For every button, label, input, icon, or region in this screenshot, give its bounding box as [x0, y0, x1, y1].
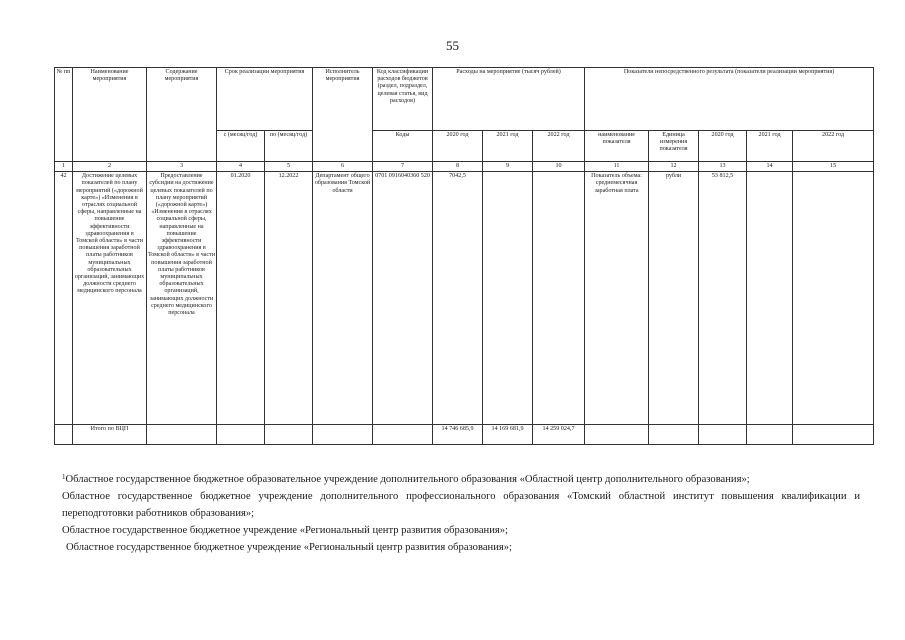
col-number: 3	[147, 162, 217, 172]
total-empty	[699, 425, 747, 445]
col-number: 15	[793, 162, 874, 172]
page-number: 55	[446, 38, 459, 53]
col-number: 7	[373, 162, 433, 172]
footnote-text: Областное государственное бюджетное учреждение «Региональный центр развития образования»;	[62, 525, 508, 536]
row-name: Достижение целевых показателей по плану мероприятий («дорожной карте») «Изменения в отраслях социальной сферы, направленные на повышение эффективности здравоохранения в Томской области» в части повышения заработной платы работников муниципальных образовательных организаций, занимающих должности среднего медицинского персонала	[73, 172, 147, 425]
header-from: с (месяц/год)	[217, 131, 265, 162]
total-empty	[793, 425, 874, 445]
header-row-1	[55, 68, 874, 131]
header-term: Срок реализации мероприятия	[217, 68, 313, 131]
col-number: 10	[533, 162, 585, 172]
total-y2021: 14 169 681,9	[483, 425, 533, 445]
col-number: 2	[73, 162, 147, 172]
total-empty	[55, 425, 73, 445]
total-empty	[313, 425, 373, 445]
row-num: 42	[55, 172, 73, 425]
row-to: 12.2022	[265, 172, 313, 425]
row-y2022	[533, 172, 585, 425]
row-i2021	[747, 172, 793, 425]
col-number: 11	[585, 162, 649, 172]
table-row	[55, 172, 874, 425]
header-num: № пп	[55, 68, 73, 162]
footnotes	[62, 471, 860, 556]
row-content: Предоставление субсидии на достижение целевых показателей по плану мероприятий («дорожной карте») «Изменения в отраслях социальной сферы, направленные на повышение эффективности здравоохранения в Томской области» в части повышения заработной платы работников муниципальных образовательных организаций, занимающих должности среднего медицинского персонала	[147, 172, 217, 425]
total-empty	[373, 425, 433, 445]
column-number-row	[55, 162, 874, 172]
row-ind-name: Показатель объема: среднемесячная заработная плата	[585, 172, 649, 425]
header-y2020: 2020 год	[433, 131, 483, 162]
footnote-3	[62, 522, 860, 539]
total-empty	[147, 425, 217, 445]
row-i2020: 53 812,5	[699, 172, 747, 425]
header-i2021: 2021 год	[747, 131, 793, 162]
total-empty	[265, 425, 313, 445]
header-indicators: Показатели непосредственного результата (показатели реализации мероприятия)	[585, 68, 874, 131]
header-expenses: Расходы на мероприятие (тысяч рублей)	[433, 68, 585, 131]
row-unit: рубли	[649, 172, 699, 425]
footnote-4	[62, 539, 860, 556]
col-number: 6	[313, 162, 373, 172]
total-y2020: 14 746 685,9	[433, 425, 483, 445]
row-executor: Департамент общего образования Томской области	[313, 172, 373, 425]
col-number: 5	[265, 162, 313, 172]
header-name: Наименование мероприятия	[73, 68, 147, 162]
header-y2021: 2021 год	[483, 131, 533, 162]
header-classif: Код классификации расходов бюджетов (раздел, подраздел, целевая статья, вид расходов)	[373, 68, 433, 131]
col-number: 1	[55, 162, 73, 172]
footnote-text: Областное государственное бюджетное образовательное учреждение дополнительного образования «Областной центр дополнительного образования»;	[65, 474, 750, 485]
col-number: 8	[433, 162, 483, 172]
col-number: 14	[747, 162, 793, 172]
header-ind-name: наименование показателя	[585, 131, 649, 162]
row-y2021	[483, 172, 533, 425]
header-i2022: 2022 год	[793, 131, 874, 162]
total-label: Итого по ВЦП	[73, 425, 147, 445]
total-y2022: 14 259 024,7	[533, 425, 585, 445]
row-from: 01.2020	[217, 172, 265, 425]
row-y2020: 7042,5	[433, 172, 483, 425]
total-empty	[649, 425, 699, 445]
footnote-1	[62, 471, 860, 488]
col-number: 4	[217, 162, 265, 172]
total-row	[55, 425, 874, 445]
col-number: 9	[483, 162, 533, 172]
header-unit: Единица измерения показателя	[649, 131, 699, 162]
header-executor: Исполнитель мероприятия	[313, 68, 373, 162]
header-i2020: 2020 год	[699, 131, 747, 162]
row-i2022	[793, 172, 874, 425]
footnote-text: Областное государственное бюджетное учреждение дополнительного профессионального образования «Томский областной институт повышения квалификации и переподготовки работников образования»;	[62, 491, 860, 519]
col-number: 13	[699, 162, 747, 172]
col-number: 12	[649, 162, 699, 172]
header-to: по (месяц/год)	[265, 131, 313, 162]
footnote-2	[62, 488, 860, 522]
footnote-text: Областное государственное бюджетное учреждение «Региональный центр развития образования»;	[66, 542, 512, 553]
total-empty	[747, 425, 793, 445]
footnote-mark: 1	[62, 473, 66, 481]
row-code: 0701 0916040360 520	[373, 172, 433, 425]
header-y2022: 2022 год	[533, 131, 585, 162]
activities-table	[54, 67, 874, 445]
header-content: Содержание мероприятия	[147, 68, 217, 162]
header-codes: Коды	[373, 131, 433, 162]
total-empty	[585, 425, 649, 445]
total-empty	[217, 425, 265, 445]
